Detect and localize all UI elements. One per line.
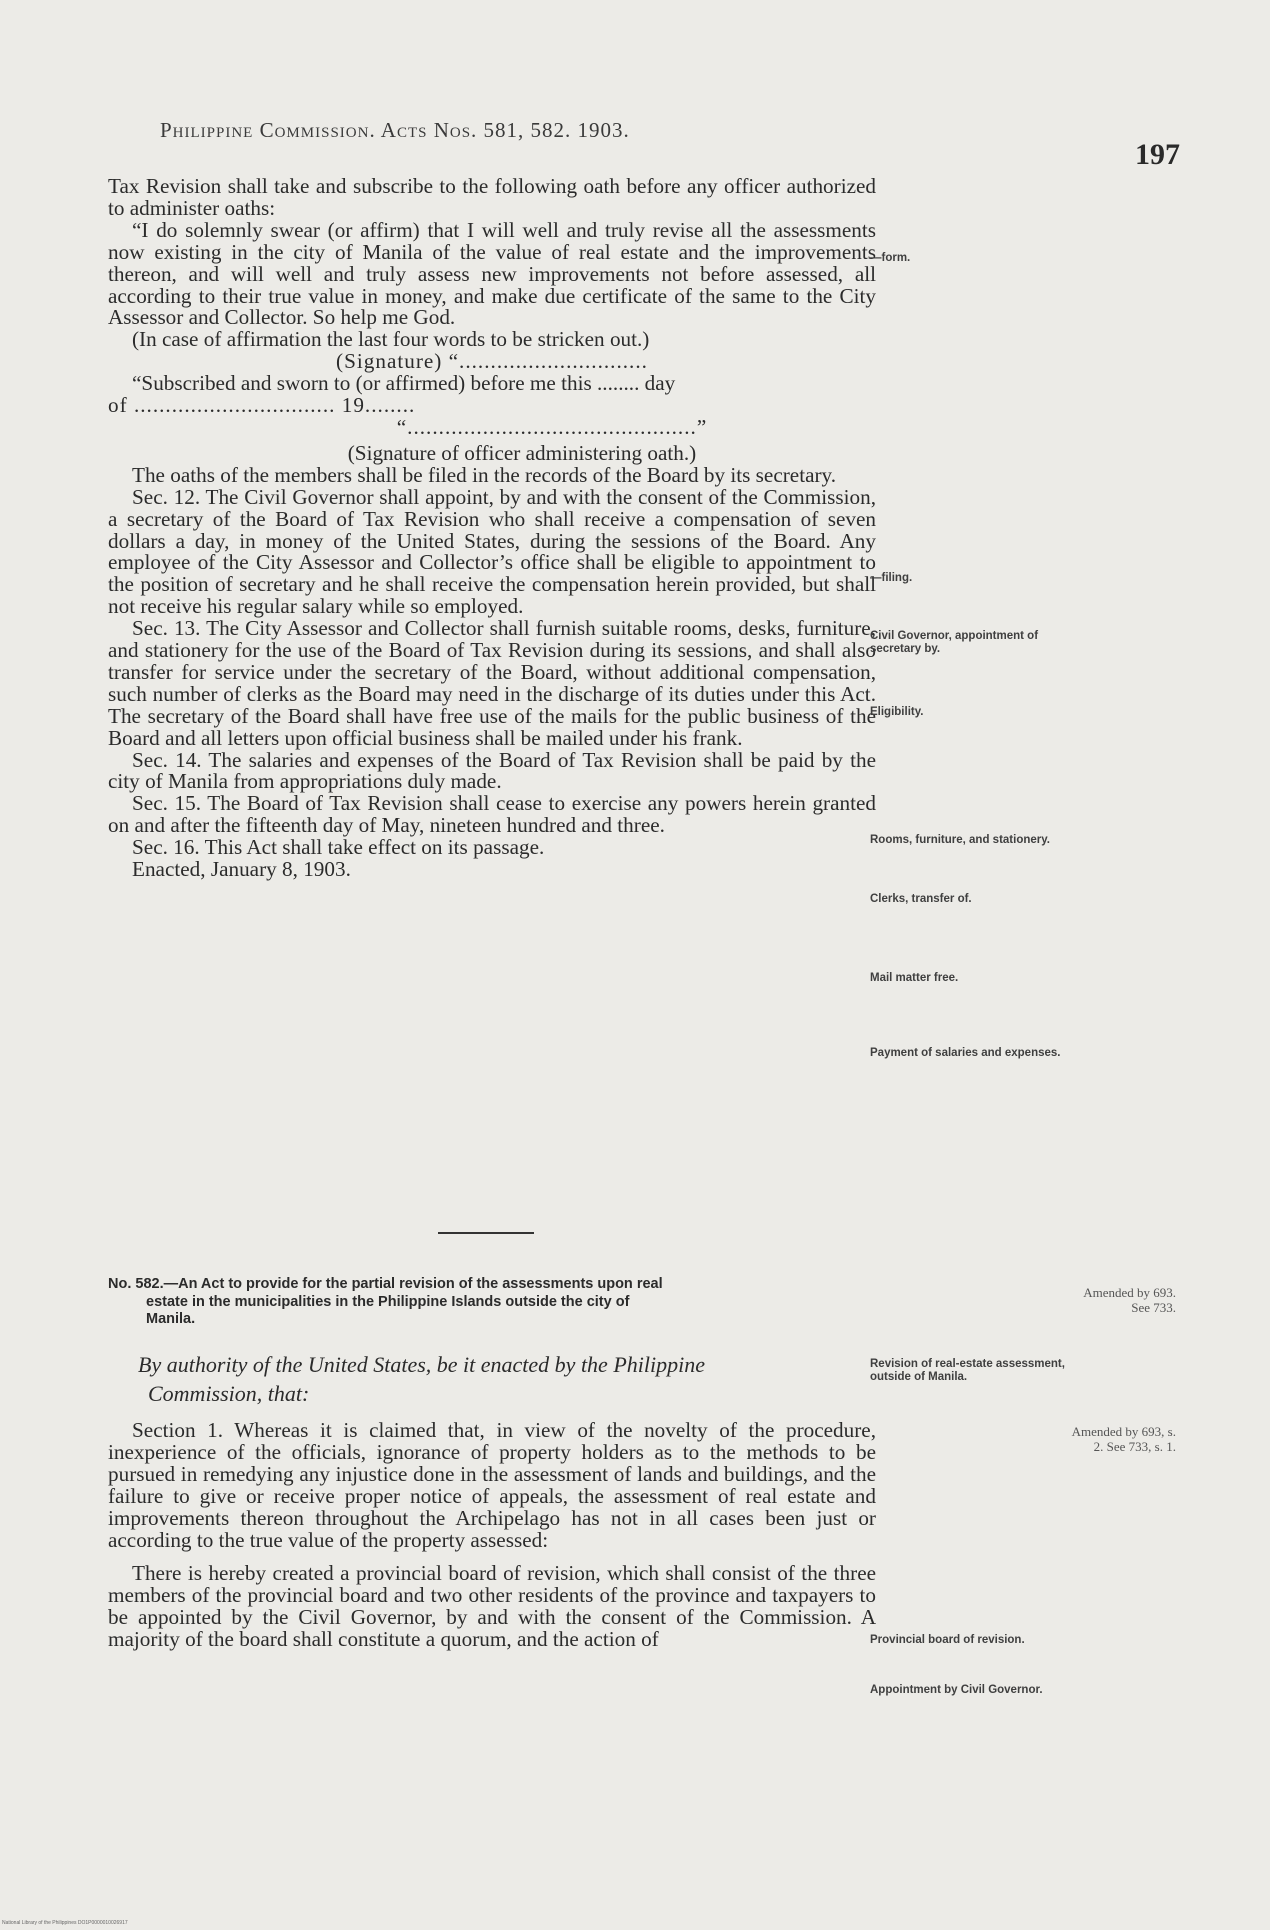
oath-text: “I do solemnly swear (or affirm) that I will well and truly revise all the assessments now existing in the city of Manila of the value of real estate and the improvements thereon, and will well and truly assess new improvements not before assessed, all according to their true value in money, and make due certificate of the same to the City Assessor and Collector. So help me God.	[108, 217, 876, 330]
act-title-line-1: No. 582.—An Act to provide for the partial revision of the assessments upon real	[108, 1276, 663, 1292]
margin-note-provincial: Provincial board of revision.	[870, 1634, 1025, 1646]
date-line: of ................................ 19........	[108, 393, 416, 418]
section-12: Sec. 12. The Civil Governor shall appoint, by and with the consent of the Commission, a secretary of the Board of Tax Revision who shall receive a compensation of seven dollars a day, in money of the United States, during the sessions of the Board. Any employee of the City Assessor and Collector’s office shall be eligible to appointment to the position of secretary and he shall receive the compensation herein provided, but shall not receive his regular salary while so employed.	[108, 484, 876, 619]
act-title-line-3: Manila.	[146, 1311, 196, 1327]
section-14: Sec. 14. The salaries and expenses of the Board of Tax Revision shall be paid by the city of Manila from appropriations duly made.	[108, 747, 876, 794]
margin-note-clerks: Clerks, transfer of.	[870, 893, 972, 905]
margin-note-civil-governor: Civil Governor, appointment of secretary by.	[870, 630, 1039, 655]
library-credit: National Library of the Philippines DO1P0000010026917	[2, 1920, 128, 1926]
enacting-line-2: Commission, that:	[148, 1381, 310, 1406]
section-1: Section 1. Whereas it is claimed that, in view of the novelty of the procedure, inexperience of the officials, ignorance of property holders as to the methods to be pursued in remedying any injustice done in the assessment of lands and buildings, and the failure to give or receive proper notice of appeals, the assessment of real estate and improvements thereon throughout the Archipelago has not in all cases been just or according to the true value of the property assessed:	[108, 1418, 876, 1552]
margin-note-filing: —filing.	[870, 572, 913, 584]
margin-note-appointment: Appointment by Civil Governor.	[870, 1684, 1043, 1696]
officer-caption: (Signature of officer administering oath.)	[347, 440, 697, 465]
section-divider	[438, 1232, 534, 1234]
margin-note-mail: Mail matter free.	[870, 972, 959, 984]
enacting-clause	[138, 1350, 878, 1408]
act-title-line-2: estate in the municipalities in the Philippine Islands outside the city of	[146, 1293, 630, 1310]
section-13: Sec. 13. The City Assessor and Collector shall furnish suitable rooms, desks, furniture, and stationery for the use of the Board of Tax Revision during its sessions, and shall also transfer for service under the secretary of the Board, without additional compensation, such number of clerks as the Board may need in the discharge of its duties under this Act. The secretary of the Board shall have free use of the mails for the public business of the Board and all letters upon official business shall be mailed under his frank.	[108, 616, 876, 750]
section-16: Sec. 16. This Act shall take effect on its passage.	[132, 835, 545, 860]
act-582-body	[108, 1420, 876, 1651]
enacted-date: Enacted, January 8, 1903.	[132, 857, 351, 882]
act-581-body	[108, 176, 876, 881]
margin-note-revision: Revision of real-estate assessment, outside of Manila.	[870, 1358, 1065, 1383]
section-15: Sec. 15. The Board of Tax Revision shall cease to exercise any powers herein granted on and after the fifteenth day of May, nineteen hundred and three.	[108, 791, 876, 838]
provincial-board-paragraph: There is hereby created a provincial board of revision, which shall consist of the three members of the provincial board and two other residents of the province and taxpayers to be appointed by the Civil Governor, by and with the consent of the Commission. A majority of the board shall constitute a quorum, and the action of	[108, 1561, 876, 1652]
margin-note-rooms: Rooms, furniture, and stationery.	[870, 834, 1050, 846]
running-head: Philippine Commission. Acts Nos. 581, 582. 1903.	[160, 118, 630, 142]
margin-note-form: —form.	[870, 252, 911, 264]
act-582-title	[108, 1276, 878, 1329]
side-note-amended-2: Amended by 693, s. 2. See 733, s. 1.	[1071, 1424, 1176, 1454]
margin-note-eligibility: Eligibility.	[870, 706, 924, 718]
oath-intro: Tax Revision shall take and subscribe to the following oath before any officer authorized to administer oaths:	[108, 174, 876, 220]
filing-paragraph: The oaths of the members shall be filed in the records of the Board by its secretary.	[132, 462, 837, 487]
side-note-amended-1: Amended by 693. See 733.	[1083, 1285, 1176, 1315]
affirmation-note: (In case of affirmation the last four words to be stricken out.)	[132, 327, 650, 352]
enacting-line-1: By authority of the United States, be it enacted by the Philippine	[138, 1352, 705, 1377]
margin-note-payment: Payment of salaries and expenses.	[870, 1047, 1061, 1059]
subscribed-line: “Subscribed and sworn to (or affirmed) before me this ........ day	[132, 371, 676, 396]
page-number: 197	[1135, 138, 1180, 171]
officer-signature-line: “..............................................”	[396, 414, 708, 439]
signature-line: (Signature) “..............................	[336, 349, 648, 374]
